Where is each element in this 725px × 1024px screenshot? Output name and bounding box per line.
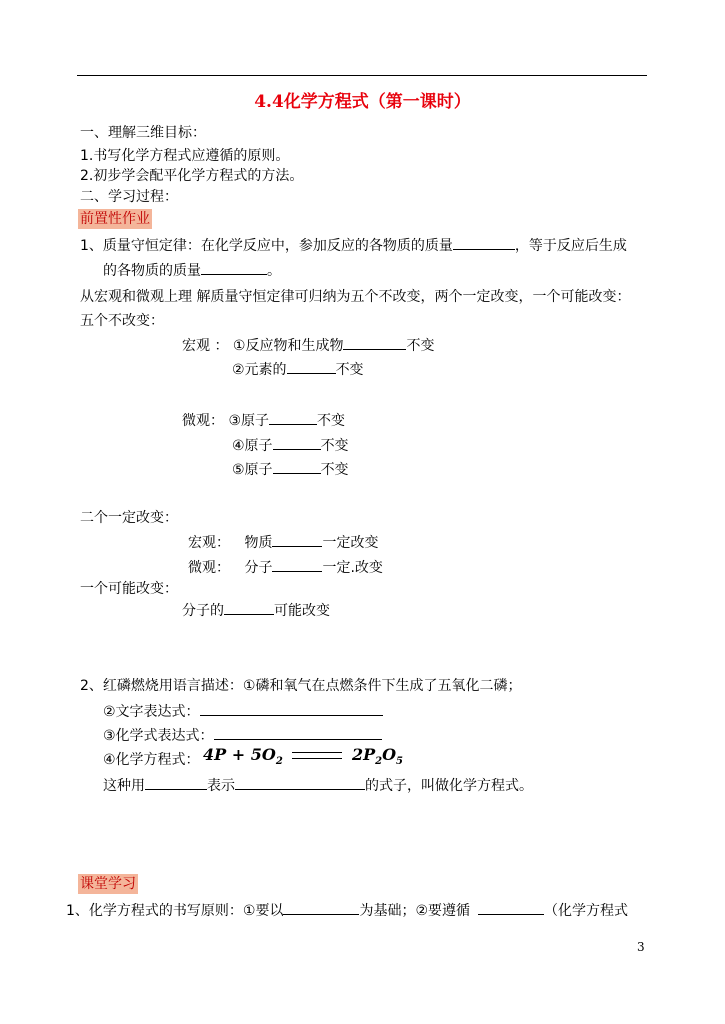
micro-line-2 xyxy=(232,435,349,456)
blank-micro-3[interactable] xyxy=(273,459,321,474)
macro-2-text-b: 不变 xyxy=(335,362,364,378)
blank-def-2[interactable] xyxy=(235,775,365,790)
def-text-a: 这种用 xyxy=(103,778,145,794)
micro-line-3 xyxy=(232,459,349,480)
macro-label: 宏观 ： xyxy=(182,338,229,354)
q2-definition xyxy=(103,775,533,796)
two-changed-heading: 二个一定改变： xyxy=(80,510,178,526)
q1-line1-text-b: ，等于反应后生成 xyxy=(514,238,627,254)
eq-species-p: P xyxy=(214,745,227,764)
def-text-c: 的式子，叫做化学方程式。 xyxy=(365,778,533,794)
macro-line-1 xyxy=(182,335,434,356)
blank-class-follow[interactable] xyxy=(478,900,544,915)
q2-word-equation xyxy=(103,701,383,722)
q1-line2 xyxy=(103,260,281,281)
micro-2-text-a: ④原子 xyxy=(232,438,273,454)
q2-formula-expression xyxy=(103,725,382,746)
chem-eq-label: ④化学方程式： xyxy=(103,752,200,768)
two-macro-label: 宏观： xyxy=(188,535,230,551)
q1-line2-text-b: 。 xyxy=(267,263,281,279)
blank-reactant-mass[interactable] xyxy=(453,235,515,250)
chemical-equation xyxy=(203,745,403,772)
formula-eq-label: ③化学式表达式： xyxy=(103,728,214,744)
eq-product-o: O xyxy=(382,745,397,764)
blank-word-equation[interactable] xyxy=(200,701,383,716)
eq-coef-1: 4 xyxy=(203,745,215,764)
macro-1-text-a: ①反应物和生成物 xyxy=(232,338,344,354)
eq-sub-p2: 2 xyxy=(375,756,383,768)
eq-equals-sign xyxy=(292,752,342,759)
micro-1-text-b: 不变 xyxy=(317,413,346,429)
micro-2-text-b: 不变 xyxy=(320,438,349,454)
blank-class-basis[interactable] xyxy=(283,900,359,915)
eq-coef-3: 2 xyxy=(351,745,364,764)
eq-sub-o5: 5 xyxy=(396,756,403,768)
goal-1: 1.书写化学方程式应遵循的原则。 xyxy=(80,148,290,164)
q1-summary: 从宏观和微观上理 解质量守恒定律可归纳为五个不改变，两个一定改变，一个可能改变： xyxy=(80,289,631,305)
header-rule xyxy=(77,75,647,76)
one-text-b: 可能改变 xyxy=(274,603,330,619)
two-macro-line xyxy=(188,532,378,553)
blank-product-mass[interactable] xyxy=(201,260,267,275)
two-micro-text-a: 分子 xyxy=(244,560,273,576)
one-text-a: 分子的 xyxy=(182,603,224,619)
micro-line-1 xyxy=(182,410,345,431)
q1-line2-text-a: 的各物质的质量 xyxy=(103,263,201,279)
blank-one-possible[interactable] xyxy=(224,600,274,615)
class-study-tag: 课堂学习 xyxy=(80,876,136,892)
one-possible-line xyxy=(182,600,330,621)
blank-macro-2[interactable] xyxy=(287,359,336,374)
blank-def-1[interactable] xyxy=(145,775,207,790)
macro-2-text-a: ②元素的 xyxy=(232,362,287,378)
eq-product-p: P xyxy=(363,745,376,764)
page-number: 3 xyxy=(637,940,645,954)
pre-homework-tag: 前置性作业 xyxy=(80,211,150,227)
goals-heading: 一、理解三维目标： xyxy=(80,125,206,141)
blank-two-micro[interactable] xyxy=(272,557,322,572)
class-line1-text-c: （化学方程式 xyxy=(544,903,629,919)
page-title: 4.4化学方程式（第一课时） xyxy=(254,92,471,112)
two-micro-line xyxy=(188,557,383,578)
blank-micro-2[interactable] xyxy=(273,435,321,450)
two-macro-text-b: 一定改变 xyxy=(322,535,379,551)
two-micro-text-b: 一定.改变 xyxy=(322,560,383,576)
class-line1 xyxy=(66,900,628,921)
class-line1-text-b: 为基础；②要遵循 xyxy=(359,903,471,919)
eq-sub-o2: 2 xyxy=(275,756,283,768)
macro-line-2 xyxy=(232,359,364,380)
micro-3-text-b: 不变 xyxy=(320,462,349,478)
q1-line1-text-a: 1、质量守恒定律：在化学反应中，参加反应的各物质的质量 xyxy=(80,238,453,254)
blank-macro-1[interactable] xyxy=(343,335,406,350)
q1-line1 xyxy=(80,235,627,256)
blank-micro-1[interactable] xyxy=(269,410,317,425)
eq-plus: + xyxy=(231,745,246,764)
process-heading: 二、学习过程： xyxy=(80,189,178,205)
blank-formula-expression[interactable] xyxy=(214,725,382,740)
goal-2: 2.初步学会配平化学方程式的方法。 xyxy=(80,168,304,184)
macro-1-text-b: 不变 xyxy=(406,338,435,354)
def-text-b: 表示 xyxy=(207,778,235,794)
five-unchanged-heading: 五个不改变： xyxy=(80,313,164,329)
micro-label: 微观： xyxy=(182,413,224,429)
eq-coef-2: 5 xyxy=(250,745,262,764)
blank-two-macro[interactable] xyxy=(272,532,322,547)
class-line1-text-a: 1、化学方程式的书写原则：①要以 xyxy=(66,903,284,919)
micro-1-text-a: ③原子 xyxy=(228,413,270,429)
q2-line1: 2、红磷燃烧用语言描述：①磷和氧气在点燃条件下生成了五氧化二磷； xyxy=(80,678,522,694)
eq-species-o: O xyxy=(261,745,276,764)
one-possible-heading: 一个可能改变： xyxy=(80,581,178,597)
two-macro-text-a: 物质 xyxy=(244,535,273,551)
two-micro-label: 微观： xyxy=(188,560,230,576)
micro-3-text-a: ⑤原子 xyxy=(232,462,273,478)
word-eq-label: ②文字表达式： xyxy=(103,704,200,720)
